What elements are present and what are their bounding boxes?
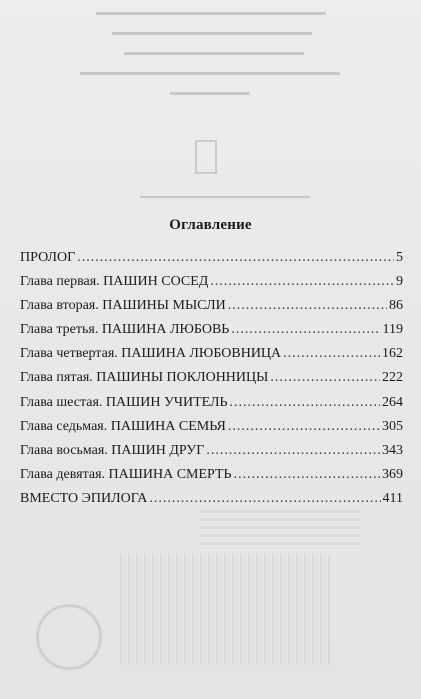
toc-entry xyxy=(20,391,403,415)
toc-heading: Оглавление xyxy=(169,217,252,233)
toc-dot-leader xyxy=(77,246,394,270)
toc-entry-title: Глава седьмая. ПАШИНА СЕМЬЯ xyxy=(20,418,226,434)
toc-entry-page-number: 119 xyxy=(382,322,403,338)
toc-entry-page-number: 162 xyxy=(382,346,403,362)
toc-dot-leader xyxy=(228,294,387,318)
toc-dot-leader xyxy=(149,487,380,511)
bleed-through-line xyxy=(140,196,310,198)
bleed-through-emblem xyxy=(195,140,217,174)
toc-entry-title: Глава третья. ПАШИНА ЛЮБОВЬ xyxy=(20,322,230,338)
toc-entry xyxy=(20,439,403,463)
toc-entry-page-number: 86 xyxy=(389,298,403,314)
toc-entry-title: Глава девятая. ПАШИНА СМЕРТЬ xyxy=(20,466,232,482)
bleed-through-line xyxy=(96,12,326,15)
toc-dot-leader xyxy=(206,439,380,463)
toc-entry xyxy=(20,318,403,342)
toc-entry xyxy=(20,270,403,294)
toc-entry-title: Глава шестая. ПАШИН УЧИТЕЛЬ xyxy=(20,394,228,410)
toc-entry xyxy=(20,415,403,439)
toc-dot-leader xyxy=(228,415,380,439)
table-of-contents xyxy=(20,246,403,511)
bleed-through-line xyxy=(80,72,340,75)
toc-entry-page-number: 343 xyxy=(382,442,403,458)
bleed-through-barcode xyxy=(120,555,330,665)
bleed-through-line xyxy=(124,52,304,55)
toc-entry xyxy=(20,342,403,366)
toc-entry-page-number: 411 xyxy=(382,490,403,506)
toc-entry-title: ВМЕСТО ЭПИЛОГА xyxy=(20,490,148,506)
toc-entry-page-number: 369 xyxy=(382,466,403,482)
toc-dot-leader xyxy=(283,342,380,366)
bleed-through-imprint xyxy=(200,510,360,550)
toc-entry-page-number: 222 xyxy=(382,370,403,386)
toc-dot-leader xyxy=(270,366,380,390)
toc-entry-page-number: 9 xyxy=(396,274,403,290)
toc-entry-title: Глава четвертая. ПАШИНА ЛЮБОВНИЦА xyxy=(20,346,282,362)
bleed-through-line xyxy=(170,92,250,95)
toc-entry xyxy=(20,294,403,318)
bleed-through-age-badge xyxy=(36,604,102,670)
toc-entry-page-number: 305 xyxy=(382,418,403,434)
toc-entry-title: Глава первая. ПАШИН СОСЕД xyxy=(20,274,209,290)
toc-dot-leader xyxy=(230,391,380,415)
toc-dot-leader xyxy=(231,318,380,342)
toc-entry-title: Глава пятая. ПАШИНЫ ПОКЛОННИЦЫ xyxy=(20,370,269,386)
toc-entry-page-number: 5 xyxy=(396,250,403,265)
toc-entry-title: ПРОЛОГ xyxy=(20,250,76,265)
bleed-through-line xyxy=(112,32,312,35)
toc-entry xyxy=(20,463,403,487)
toc-dot-leader xyxy=(210,270,394,294)
toc-dot-leader xyxy=(234,463,380,487)
toc-entry xyxy=(20,246,403,270)
toc-entry-title: Глава восьмая. ПАШИН ДРУГ xyxy=(20,442,205,458)
toc-entry-title: Глава вторая. ПАШИНЫ МЫСЛИ xyxy=(20,298,226,314)
toc-entry xyxy=(20,366,403,390)
toc-entry-page-number: 264 xyxy=(382,394,403,410)
toc-entry xyxy=(20,487,403,511)
